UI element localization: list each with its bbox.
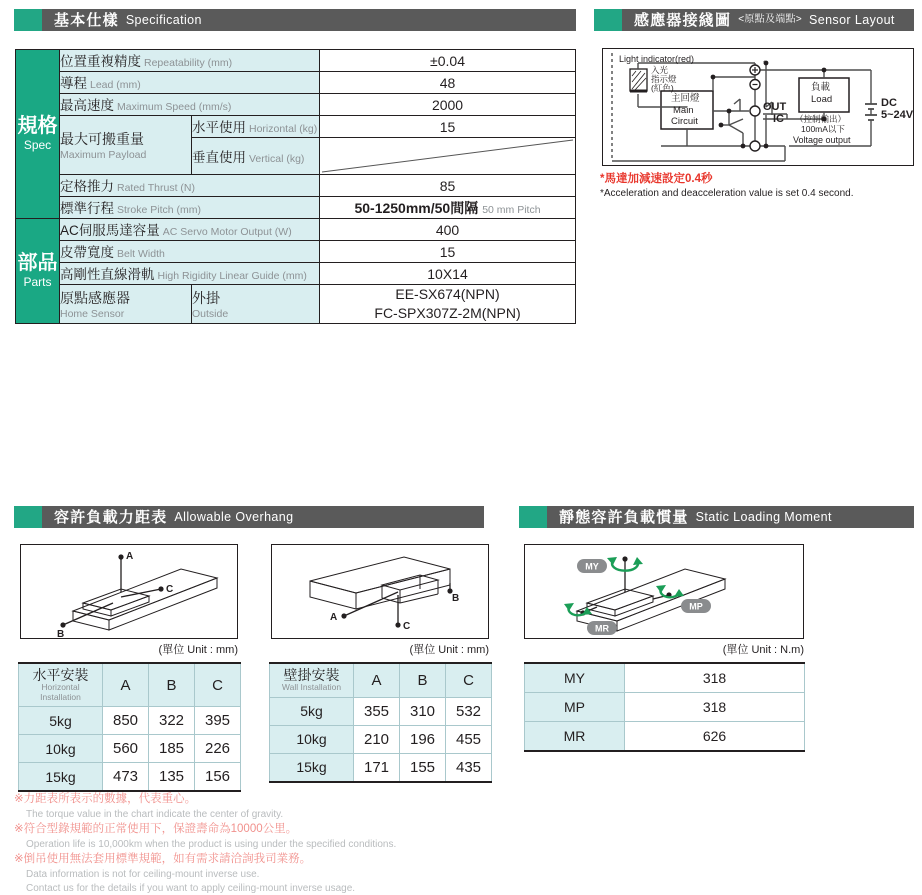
load-label: 15kg <box>19 763 103 792</box>
row-label <box>60 94 320 116</box>
table-row <box>16 219 576 241</box>
group-cell-spec <box>16 50 60 219</box>
specification-table-wrap <box>15 49 576 324</box>
table-row <box>270 753 492 782</box>
table-row <box>16 285 576 324</box>
cell-a: 850 <box>103 707 149 735</box>
footnote-en: Data information is not for ceiling-mount inverse use. <box>26 869 260 881</box>
sensor-note-zh: *馬達加減速設定0.4秒 <box>600 173 713 185</box>
row-label-zh: 最高速度 <box>60 98 114 113</box>
row-label-en: Maximum Speed (mm/s) <box>117 101 232 113</box>
main-circuit-en2: Circuit <box>671 116 698 127</box>
table-row <box>16 50 576 72</box>
section-title-en: Static Loading Moment <box>695 509 832 524</box>
group-label-en: Spec <box>23 137 52 152</box>
overhang-axis-label-a: A <box>126 551 134 562</box>
row-label <box>60 50 320 72</box>
row-label <box>60 219 320 241</box>
section-header-static-loading-moment <box>519 506 914 528</box>
sublabel-zh: 垂直使用 <box>192 149 246 165</box>
dc-label: DC <box>881 97 897 109</box>
row-value <box>320 285 576 324</box>
light-indicator-zh3: (紅色) <box>651 83 674 93</box>
table-row <box>16 72 576 94</box>
install-type-zh: 水平安裝 <box>32 667 89 683</box>
static-moment-diagram <box>524 544 804 639</box>
row-sublabel-vertical <box>192 138 320 175</box>
section-header-specification <box>14 9 576 31</box>
main-circuit-en1: Main <box>673 105 694 116</box>
overhang-axis-label-c: C <box>403 621 411 632</box>
moment-key: MY <box>525 663 625 693</box>
row-label-zh: 高剛性直線滑軌 <box>60 267 155 282</box>
install-type-zh: 壁掛安裝 <box>283 667 340 683</box>
table-row <box>525 663 805 693</box>
row-label-en: Repeatability (mm) <box>144 57 233 69</box>
row-label <box>60 72 320 94</box>
table-row <box>19 735 241 763</box>
row-label-zh: 皮帶寬度 <box>60 245 114 260</box>
footnote-en: Operation life is 10,000km when the product is using under the specified conditions. <box>26 838 397 850</box>
row-value: 15 <box>320 116 576 138</box>
row-label-zh: 位置重複精度 <box>60 54 141 69</box>
table-row <box>16 197 576 219</box>
section-title-zh: 感應器接綫圖 <box>634 11 732 29</box>
row-label-zh: AC伺服馬達容量 <box>60 223 160 238</box>
row-value <box>320 197 576 219</box>
table-header-row <box>270 663 492 697</box>
header-bar <box>547 506 914 528</box>
row-label-zh: 原點感應器 <box>60 289 130 306</box>
overhang-unit-label-1: (單位 Unit : mm) <box>158 644 238 656</box>
row-label-en: AC Servo Motor Output (W) <box>162 226 292 238</box>
sublabel-en: Outside <box>192 307 229 320</box>
header-bar <box>42 506 484 528</box>
install-type-en: Wall Installation <box>281 682 342 693</box>
column-header-a: A <box>103 663 149 707</box>
load-label: 15kg <box>270 753 354 782</box>
terminal-plus-star: * <box>763 59 767 69</box>
load-en: Load <box>811 94 833 105</box>
ic-current-rating: 100mA以下 <box>801 124 845 134</box>
row-value-note: 50 mm Pitch <box>482 203 541 216</box>
overhang-unit-label-2: (單位 Unit : mm) <box>409 644 489 656</box>
row-value-empty <box>320 138 576 175</box>
footnote-zh: ※力距表所表示的數據，代表重心。 <box>14 793 197 805</box>
group-label-zh: 部品 <box>17 251 58 274</box>
row-value: 10X14 <box>320 263 576 285</box>
row-label <box>60 197 320 219</box>
row-sublabel-horizontal <box>192 116 320 138</box>
row-label-payload <box>60 116 192 175</box>
cell-c: 532 <box>446 697 492 725</box>
cell-a: 473 <box>103 763 149 792</box>
moment-value: 318 <box>625 663 805 693</box>
diagonal-strike-icon <box>320 138 575 174</box>
cell-b: 155 <box>400 753 446 782</box>
table-row <box>525 722 805 752</box>
row-value: 48 <box>320 72 576 94</box>
header-swatch <box>14 506 42 528</box>
overhang-diagram-wall <box>271 544 489 639</box>
column-header-c: C <box>195 663 241 707</box>
ic-label: IC <box>773 113 784 125</box>
row-label-zh: 最大可搬重量 <box>60 131 144 147</box>
cell-c: 226 <box>195 735 241 763</box>
static-moment-table <box>524 662 805 752</box>
table-row <box>19 763 241 792</box>
row-label <box>60 263 320 285</box>
row-value-line1: EE-SX674(NPN) <box>395 286 500 302</box>
column-header-b: B <box>149 663 195 707</box>
cell-a: 171 <box>354 753 400 782</box>
column-header-c: C <box>446 663 492 697</box>
overhang-axis-label-b: B <box>452 593 460 604</box>
row-label-en: Home Sensor <box>60 307 125 320</box>
row-sublabel-outside <box>192 285 320 324</box>
cell-c: 435 <box>446 753 492 782</box>
cell-a: 355 <box>354 697 400 725</box>
sensor-circuit-svg <box>603 49 915 167</box>
row-value-line2: FC-SPX307Z-2M(NPN) <box>374 304 521 321</box>
load-label: 10kg <box>19 735 103 763</box>
sensor-note-en: *Acceleration and deacceleration value is set 0.4 second. <box>600 188 854 199</box>
cell-a: 560 <box>103 735 149 763</box>
cell-b: 185 <box>149 735 195 763</box>
overhang-diagram-horizontal <box>20 544 238 639</box>
moment-label-mr: MR <box>595 623 609 634</box>
section-title-zh: 基本仕樣 <box>54 11 119 29</box>
footnotes <box>14 791 534 895</box>
ic-control-output-zh: （控制輸出） <box>795 114 847 124</box>
overhang-header-install <box>19 663 103 707</box>
header-swatch <box>519 506 547 528</box>
row-value: ±0.04 <box>320 50 576 72</box>
row-label <box>60 241 320 263</box>
row-label-en: Stroke Pitch (mm) <box>117 204 202 216</box>
header-swatch <box>14 9 42 31</box>
section-title-en: Specification <box>125 12 202 27</box>
row-label-home-sensor <box>60 285 192 324</box>
row-value-main: 50-1250mm/50間隔 <box>354 199 479 216</box>
group-cell-parts <box>16 219 60 324</box>
table-header-row <box>19 663 241 707</box>
moment-label-my: MY <box>585 561 599 572</box>
moment-key: MR <box>525 722 625 752</box>
section-title-en: Sensor Layout <box>808 12 895 27</box>
overhang-table-horizontal <box>18 662 241 792</box>
row-value: 2000 <box>320 94 576 116</box>
out-label: OUT <box>763 101 787 113</box>
overhang-horizontal-svg <box>21 545 239 640</box>
sensor-wiring-diagram <box>602 48 914 166</box>
footnote-en: The torque value in the chart indicate the center of gravity. <box>26 808 284 820</box>
header-bar <box>622 9 914 31</box>
static-moment-svg <box>525 545 805 640</box>
sublabel-en: Vertical (kg) <box>249 152 305 165</box>
row-label-zh: 定格推力 <box>60 179 114 194</box>
cell-c: 455 <box>446 725 492 753</box>
row-label <box>60 175 320 197</box>
moment-label-mp: MP <box>689 601 703 612</box>
sublabel-zh: 外掛 <box>192 289 220 306</box>
table-row <box>16 263 576 285</box>
overhang-wall-svg <box>272 545 490 640</box>
table-row <box>16 116 576 138</box>
row-label-en: Maximum Payload <box>60 149 147 161</box>
specification-table <box>15 49 576 324</box>
table-row <box>525 693 805 722</box>
footnote-en: Contact us for the details if you want to apply ceiling-mount inverse usage. <box>26 882 356 894</box>
row-label-en: Rated Thrust (N) <box>117 182 195 194</box>
section-title-zh: 容許負載力距表 <box>54 508 168 526</box>
section-header-sensor-layout <box>594 9 914 31</box>
moment-key: MP <box>525 693 625 722</box>
row-label-zh: 導程 <box>60 76 87 91</box>
row-value: 85 <box>320 175 576 197</box>
cell-b: 322 <box>149 707 195 735</box>
row-label-en: Lead (mm) <box>90 79 141 91</box>
column-header-a: A <box>354 663 400 697</box>
section-header-allowable-overhang <box>14 506 484 528</box>
row-label-en: High Rigidity Linear Guide (mm) <box>157 270 307 282</box>
cell-b: 310 <box>400 697 446 725</box>
table-row <box>16 94 576 116</box>
load-label: 5kg <box>270 697 354 725</box>
main-circuit-zh: 主回燈 <box>671 93 700 104</box>
load-zh: 負載 <box>811 82 831 93</box>
section-title-en: Allowable Overhang <box>174 509 294 524</box>
group-label-en: Parts <box>23 274 52 289</box>
moment-value: 318 <box>625 693 805 722</box>
column-header-b: B <box>400 663 446 697</box>
overhang-table-wall <box>269 662 492 783</box>
row-label-zh: 標準行程 <box>60 201 114 216</box>
install-type-en: Horizontal Installation <box>40 682 81 702</box>
row-value: 400 <box>320 219 576 241</box>
cell-a: 210 <box>354 725 400 753</box>
footnote-zh: ※符合型錄規範的正常使用下，保證壽命為10000公里。 <box>14 823 298 836</box>
header-bar <box>42 9 576 31</box>
cell-b: 135 <box>149 763 195 792</box>
table-row <box>19 707 241 735</box>
cell-b: 196 <box>400 725 446 753</box>
row-label-en: Belt Width <box>117 248 165 260</box>
header-swatch <box>594 9 622 31</box>
sensor-note <box>600 170 854 199</box>
table-row <box>270 697 492 725</box>
light-indicator-zh2: 指示燈 <box>651 74 677 84</box>
section-title-sub: <原點及端點> <box>738 14 802 25</box>
voltage-output-label: Voltage output <box>793 135 851 145</box>
light-indicator-label: Light indicator(red) <box>619 54 695 64</box>
table-row <box>16 175 576 197</box>
cell-c: 395 <box>195 707 241 735</box>
sublabel-en: Horizontal (kg) <box>249 123 318 135</box>
light-indicator-zh1: 入光 <box>651 65 669 75</box>
cell-c: 156 <box>195 763 241 792</box>
dc-value: 5~24V <box>881 109 914 121</box>
footnote-zh: ※倒吊使用無法套用標準規範，如有需求請洽詢我司業務。 <box>14 853 312 866</box>
overhang-header-install <box>270 663 354 697</box>
load-label: 10kg <box>270 725 354 753</box>
load-label: 5kg <box>19 707 103 735</box>
table-row <box>270 725 492 753</box>
sublabel-zh: 水平使用 <box>192 120 246 135</box>
row-value: 15 <box>320 241 576 263</box>
section-title-zh: 靜態容許負載慣量 <box>559 508 689 526</box>
table-row <box>16 241 576 263</box>
overhang-axis-label-a: A <box>330 612 338 623</box>
static-moment-unit-label: (單位 Unit : N.m) <box>722 644 804 656</box>
moment-value: 626 <box>625 722 805 752</box>
overhang-axis-label-c: C <box>166 584 174 595</box>
group-label-zh: 規格 <box>17 114 58 137</box>
overhang-axis-label-b: B <box>57 629 65 640</box>
